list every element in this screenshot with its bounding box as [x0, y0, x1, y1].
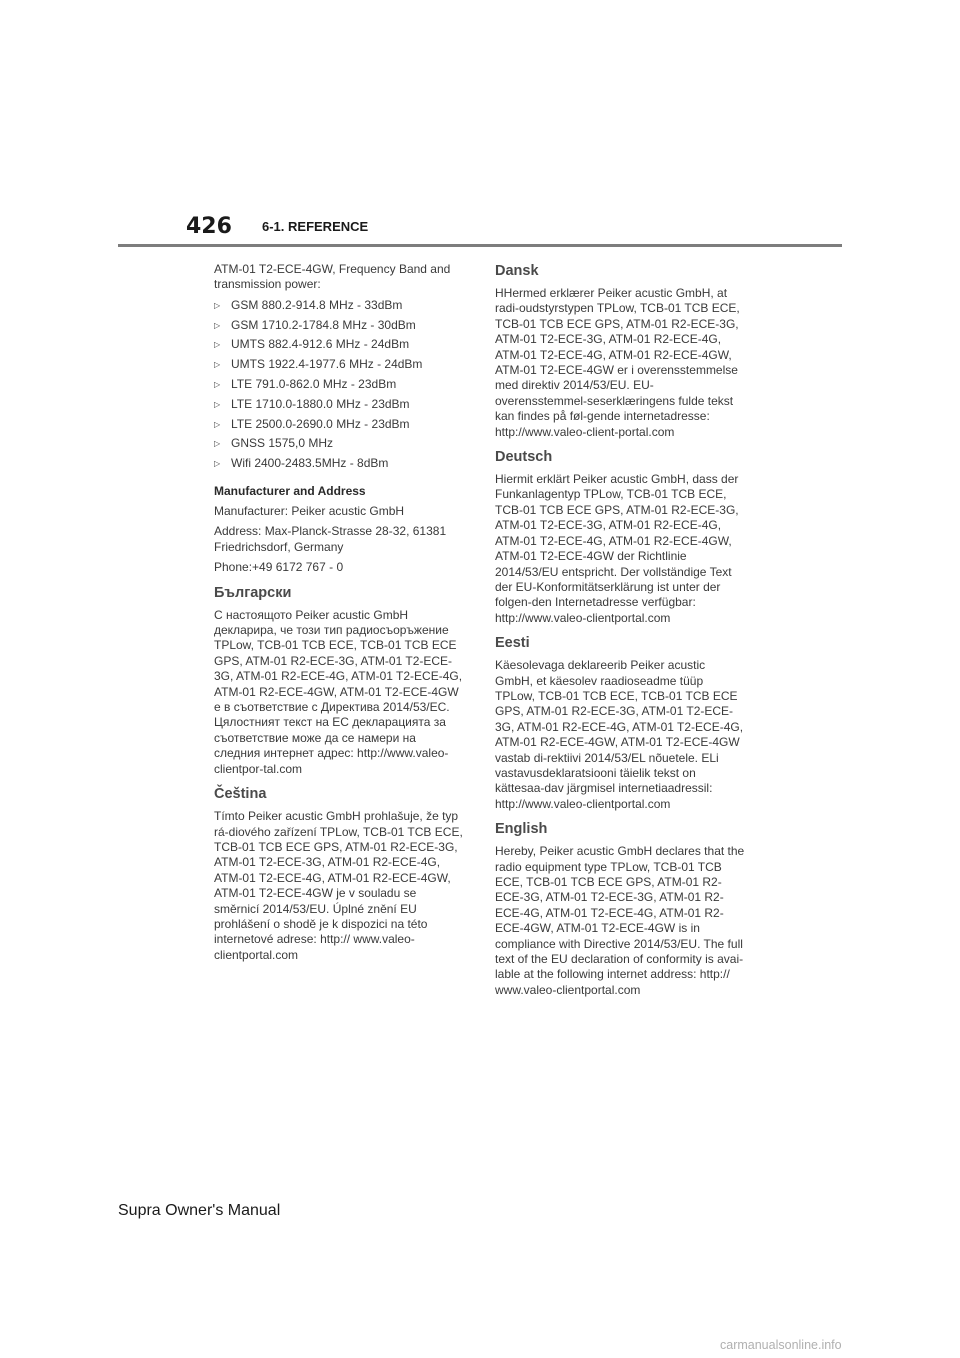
lang-block-german	[495, 448, 745, 626]
triangle-right-icon: ▷	[214, 340, 221, 350]
triangle-right-icon: ▷	[214, 380, 221, 389]
manufacturer-address: Address: Max-Planck-Strasse 28-32, 61381 Friedrichsdorf, Germany	[214, 524, 447, 554]
list-item: ▷ GNSS 1575,0 MHz	[214, 436, 334, 451]
triangle-right-icon: ▷	[214, 459, 221, 469]
list-item: ▷ UMTS 1922.4-1977.6 MHz - 24dBm	[214, 357, 423, 372]
text-english: Hereby, Peiker acustic GmbH declares that the radio equipment type TPLow, TCB-01 TCB ECE, TCB-01 TCB ECE GPS, ATM-01 R2-ECE-3G, ATM-01 T2-ECE-3G, ATM-01 R2-ECE-4G, ATM-01 T2-ECE-4G, ATM-01 R2-ECE-4GW, ATM-01 T2-ECE-4GW is in compliance with Directive 2014/53/EU. The full text of the EU declaration of conformity is avai-lable at the following internet address: http:// www.valeo-clientportal.com	[495, 844, 745, 997]
text-czech: Tímto Peiker acustic GmbH prohlašuje, že typ rá-diového zařízení TPLow, TCB-01 TCB ECE, TCB-01 TCB ECE GPS, ATM-01 R2-ECE-3G, ATM-01 T2-ECE-3G, ATM-01 R2-ECE-4G, ATM-01 T2-ECE-4G, ATM-01 R2-ECE-4GW, ATM-01 T2-ECE-4GW je v souladu se směrnicí 2014/53/EU. Úplné znění EU prohlášení o shodě je k dispozici na této internetové adrese: http:// www.valeo-clientportal.com	[214, 809, 463, 962]
band-intro: ATM-01 T2-ECE-4GW, Frequency Band and transmission power:	[214, 262, 451, 292]
frequency-band-list	[214, 298, 464, 472]
header-rule	[118, 244, 842, 247]
list-item: ▷ LTE 1710.0-1880.0 MHz - 23dBm	[214, 396, 410, 411]
watermark: carmanualsonline.info	[720, 1338, 842, 1352]
list-item: ▷ GSM 880.2-914.8 MHz - 33dBm	[214, 297, 403, 312]
right-column	[495, 262, 745, 1003]
heading-german: Deutsch	[495, 449, 553, 466]
lang-block-czech	[214, 785, 464, 963]
manufacturer-name: Manufacturer: Peiker acustic GmbH	[214, 504, 405, 518]
section-title: 6-1. REFERENCE	[262, 219, 369, 234]
heading-danish: Dansk	[495, 263, 539, 279]
manual-title: Supra Owner's Manual	[118, 1202, 281, 1219]
list-item: ▷ GSM 1710.2-1784.8 MHz - 30dBm	[214, 317, 416, 332]
text-danish: HHermed erklærer Peiker acustic GmbH, at radi-oudstyrstypen TPLow, TCB-01 TCB ECE, TCB-01 TCB ECE GPS, ATM-01 R2-ECE-3G, ATM-01 T2-ECE-3G, ATM-01 R2-ECE-4G, ATM-01 T2-ECE-4G, ATM-01 R2-ECE-4GW, ATM-01 T2-ECE-4GW er i overensstemmelse med direktiv 2014/53/EU. EU-overensstemmel-seserklæringens fulde tekst kan findes på føl-gende internetadresse: http://www.valeo-client-portal.com	[495, 286, 740, 439]
triangle-right-icon: ▷	[214, 439, 221, 449]
heading-english: English	[495, 821, 548, 838]
list-item: ▷ LTE 2500.0-2690.0 MHz - 23dBm	[214, 416, 410, 431]
triangle-right-icon: ▷	[214, 419, 221, 429]
text-german: Hiermit erklärt Peiker acustic GmbH, dass der Funkanlagentyp TPLow, TCB-01 TCB ECE, TCB-01 TCB ECE GPS, ATM-01 R2-ECE-3G, ATM-01 T2-ECE-3G, ATM-01 R2-ECE-4G, ATM-01 T2-ECE-4G, ATM-01 R2-ECE-4GW, ATM-01 T2-ECE-4GW der Richtlinie 2014/53/EU entspricht. Der vollständige Text der EU-Konformitätserklärung ist unter der folgen-den Internetadresse verfügbar: http://www.valeo-clientportal.com	[495, 472, 739, 625]
heading-bulgarian: Български	[214, 584, 292, 601]
text-bulgarian: С настоящото Peiker acustic GmbH декларира, че този тип радиосъоръжение TPLow, TCB-01 TCB ECE, TCB-01 TCB ECE GPS, ATM-01 R2-ECE-3G, ATM-01 T2-ECE-3G, ATM-01 R2-ECE-4G, ATM-01 T2-ECE-4G, ATM-01 R2-ECE-4GW, ATM-01 T2-ECE-4GW е в съответствие с Директива 2014/53/ЕС. Цялостният текст на ЕС декларацията за съответствие може да се намери на следния интернет адрес: http://www.valeo-clientpor-tal.com	[214, 607, 463, 776]
lang-block-estonian	[495, 634, 745, 812]
lang-block-english	[495, 820, 745, 998]
lang-block-bulgarian	[214, 584, 464, 777]
heading-czech: Čeština	[214, 786, 267, 803]
triangle-right-icon: ▷	[214, 399, 221, 409]
list-item: ▷ UMTS 882.4-912.6 MHz - 24dBm	[214, 337, 410, 352]
heading-estonian: Eesti	[495, 635, 530, 652]
manufacturer-heading: Manufacturer and Address	[214, 483, 366, 498]
text-estonian: Käesolevaga deklareerib Peiker acustic GmbH, et käesolev raadioseadme tüüp TPLow, TCB-01 TCB ECE, TCB-01 TCB ECE GPS, ATM-01 R2-ECE-3G, ATM-01 T2-ECE-3G, ATM-01 R2-ECE-4G, ATM-01 T2-ECE-4G, ATM-01 R2-ECE-4GW, ATM-01 T2-ECE-4GW vastab di-rektiivi 2014/53/EL nõuetele. ELi vastavusdeklaratsiooni täielik tekst on kättesaa-dav järgmisel internetiaadressil: http://www.valeo-clientportal.com	[495, 658, 744, 811]
manufacturer-phone: Phone:+49 6172 767 - 0	[214, 560, 344, 575]
left-column	[214, 262, 464, 968]
list-item: ▷ Wifi 2400-2483.5MHz - 8dBm	[214, 456, 389, 471]
lang-block-danish	[495, 262, 745, 440]
triangle-right-icon: ▷	[214, 360, 221, 370]
triangle-right-icon: ▷	[214, 320, 221, 330]
page-number: 426	[186, 214, 232, 239]
triangle-right-icon: ▷	[214, 300, 221, 310]
list-item: ▷ LTE 791.0-862.0 MHz - 23dBm	[214, 377, 397, 391]
